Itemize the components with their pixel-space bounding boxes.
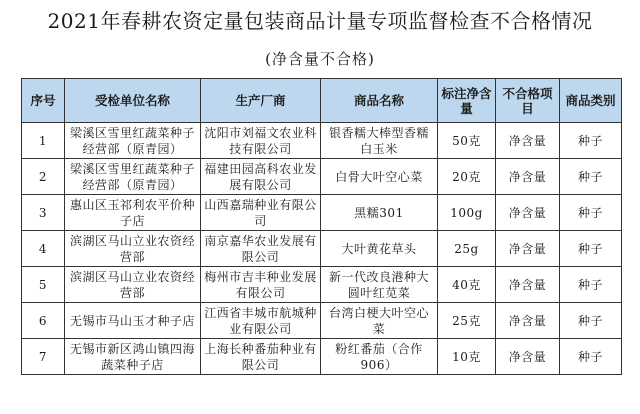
cell-manufacturer: 沈阳市刘福文农业科技有限公司: [201, 123, 321, 159]
cell-product-name: 黑糯301: [321, 195, 438, 231]
table-row: [22, 195, 622, 231]
cell-product-name: 银香糯大棒型香糯白玉米: [321, 123, 438, 159]
cell-inspected-unit: 惠山区玉祁利农平价种子店: [65, 195, 201, 231]
cell-index: 6: [22, 303, 65, 339]
table-row: [22, 267, 622, 303]
cell-category: 种子: [560, 195, 622, 231]
cell-product-name: 台湾白梗大叶空心菜: [321, 303, 438, 339]
cell-manufacturer: 福建田园高科农业发展有限公司: [201, 159, 321, 195]
column-header-category: 商品类别: [560, 79, 622, 123]
cell-failed-item: 净含量: [496, 303, 560, 339]
cell-product-name: 粉红番茄（合作906）: [321, 339, 438, 375]
cell-product-name: 大叶黄花草头: [321, 231, 438, 267]
cell-failed-item: 净含量: [496, 339, 560, 375]
page-title: 2021年春耕农资定量包装商品计量专项监督检查不合格情况: [47, 9, 593, 33]
cell-category: 种子: [560, 303, 622, 339]
column-header-manufacturer: 生产厂商: [201, 79, 321, 123]
cell-net-content: 25g: [438, 231, 496, 267]
cell-inspected-unit: 无锡市新区鸿山镇四海蔬菜种子店: [65, 339, 201, 375]
cell-index: 7: [22, 339, 65, 375]
cell-net-content: 20克: [438, 159, 496, 195]
table-header-row: [22, 79, 622, 123]
cell-inspected-unit: 滨湖区马山立业农资经营部: [65, 267, 201, 303]
cell-index: 5: [22, 267, 65, 303]
cell-manufacturer: 梅州市吉丰种业发展有限公司: [201, 267, 321, 303]
cell-failed-item: 净含量: [496, 267, 560, 303]
cell-failed-item: 净含量: [496, 123, 560, 159]
cell-inspected-unit: 无锡市马山玉才种子店: [65, 303, 201, 339]
cell-failed-item: 净含量: [496, 231, 560, 267]
cell-category: 种子: [560, 159, 622, 195]
cell-inspected-unit: 滨湖区马山立业农资经营部: [65, 231, 201, 267]
table-row: [22, 159, 622, 195]
column-header-product-name: 商品名称: [321, 79, 438, 123]
column-header-index: 序号: [22, 79, 65, 123]
cell-index: 2: [22, 159, 65, 195]
cell-manufacturer: 江西省丰城市航城种业有限公司: [201, 303, 321, 339]
cell-manufacturer: 山西嘉瑞种业有限公司: [201, 195, 321, 231]
column-header-failed-item: 不合格项目: [496, 79, 560, 123]
table-row: [22, 303, 622, 339]
cell-index: 3: [22, 195, 65, 231]
cell-net-content: 100g: [438, 195, 496, 231]
cell-inspected-unit: 梁溪区雪里红蔬菜种子经营部（原青园）: [65, 123, 201, 159]
column-header-net-content: 标注净含量: [438, 79, 496, 123]
cell-product-name: 白骨大叶空心菜: [321, 159, 438, 195]
cell-net-content: 25克: [438, 303, 496, 339]
cell-category: 种子: [560, 231, 622, 267]
table-row: [22, 231, 622, 267]
table-row: [22, 123, 622, 159]
cell-net-content: 10克: [438, 339, 496, 375]
cell-inspected-unit: 梁溪区雪里红蔬菜种子经营部（原青园）: [65, 159, 201, 195]
cell-product-name: 新一代改良港种大圆叶红苋菜: [321, 267, 438, 303]
cell-manufacturer: 上海长种番茄种业有限公司: [201, 339, 321, 375]
inspection-table: [21, 78, 622, 375]
column-header-inspected-unit: 受检单位名称: [65, 79, 201, 123]
table-row: [22, 339, 622, 375]
cell-manufacturer: 南京嘉华农业发展有限公司: [201, 231, 321, 267]
cell-category: 种子: [560, 339, 622, 375]
cell-index: 1: [22, 123, 65, 159]
cell-index: 4: [22, 231, 65, 267]
cell-net-content: 50克: [438, 123, 496, 159]
cell-net-content: 40克: [438, 267, 496, 303]
page-subtitle: (净含量不合格): [265, 50, 375, 68]
cell-failed-item: 净含量: [496, 195, 560, 231]
cell-category: 种子: [560, 267, 622, 303]
cell-failed-item: 净含量: [496, 159, 560, 195]
cell-category: 种子: [560, 123, 622, 159]
